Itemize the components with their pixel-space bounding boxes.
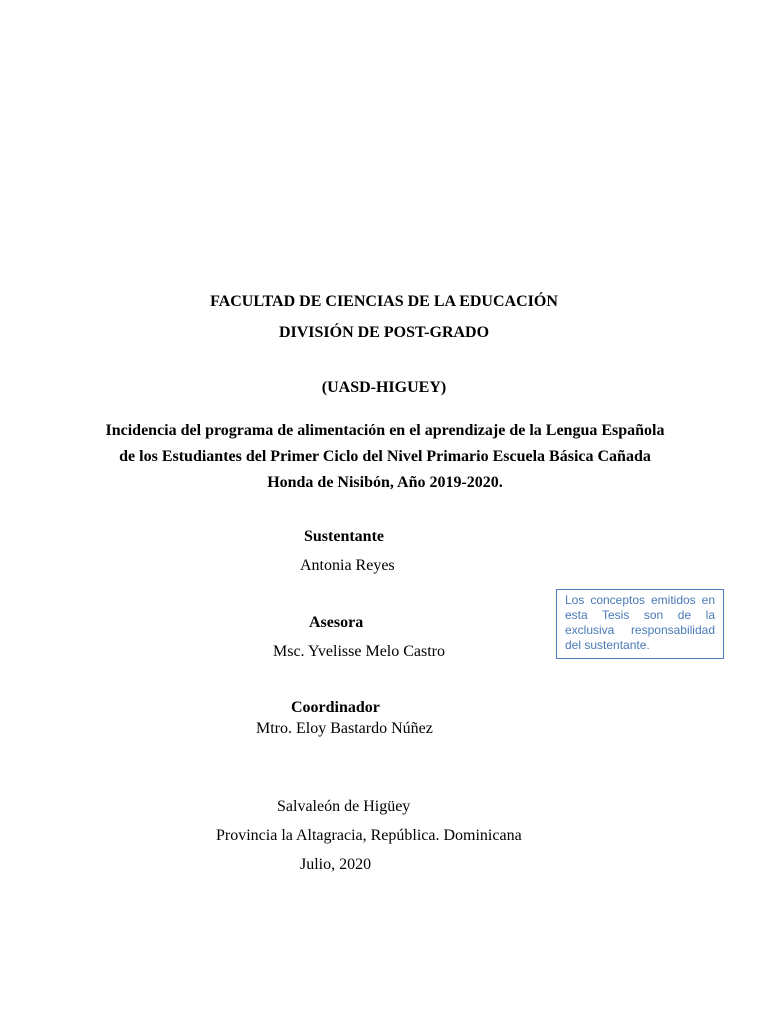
province-text: Provincia la Altagracia, República. Dominicana — [216, 827, 522, 844]
institution-heading: (UASD-HIGUEY) — [321, 379, 447, 396]
thesis-title-line-3: Honda de Nisibón, Año 2019-2020. — [267, 474, 503, 491]
advisor-name: Msc. Yvelisse Melo Castro — [273, 643, 446, 660]
advisor-label: Asesora — [309, 614, 364, 631]
coordinator-name: Mtro. Eloy Bastardo Núñez — [256, 720, 433, 737]
thesis-title-line-2: de los Estudiantes del Primer Ciclo del Nivel Primario Escuela Básica Cañada — [119, 448, 651, 465]
faculty-heading: FACULTAD DE CIENCIAS DE LA EDUCACIÓN — [210, 293, 558, 310]
thesis-title-line-1: Incidencia del programa de alimentación en el aprendizaje de la Lengua Española — [105, 422, 665, 439]
thesis-title — [90, 418, 680, 496]
coordinator-label: Coordinador — [291, 699, 380, 716]
presenter-name: Antonia Reyes — [300, 557, 395, 574]
presenter-label: Sustentante — [304, 528, 385, 545]
disclaimer-box: Los conceptos emitidos en esta Tesis son de la exclusiva responsabilidad del sustentante. — [556, 589, 724, 659]
division-heading: DIVISIÓN DE POST-GRADO — [278, 324, 490, 341]
city-text: Salvaleón de Higüey — [277, 798, 411, 815]
date-text: Julio, 2020 — [300, 856, 372, 873]
